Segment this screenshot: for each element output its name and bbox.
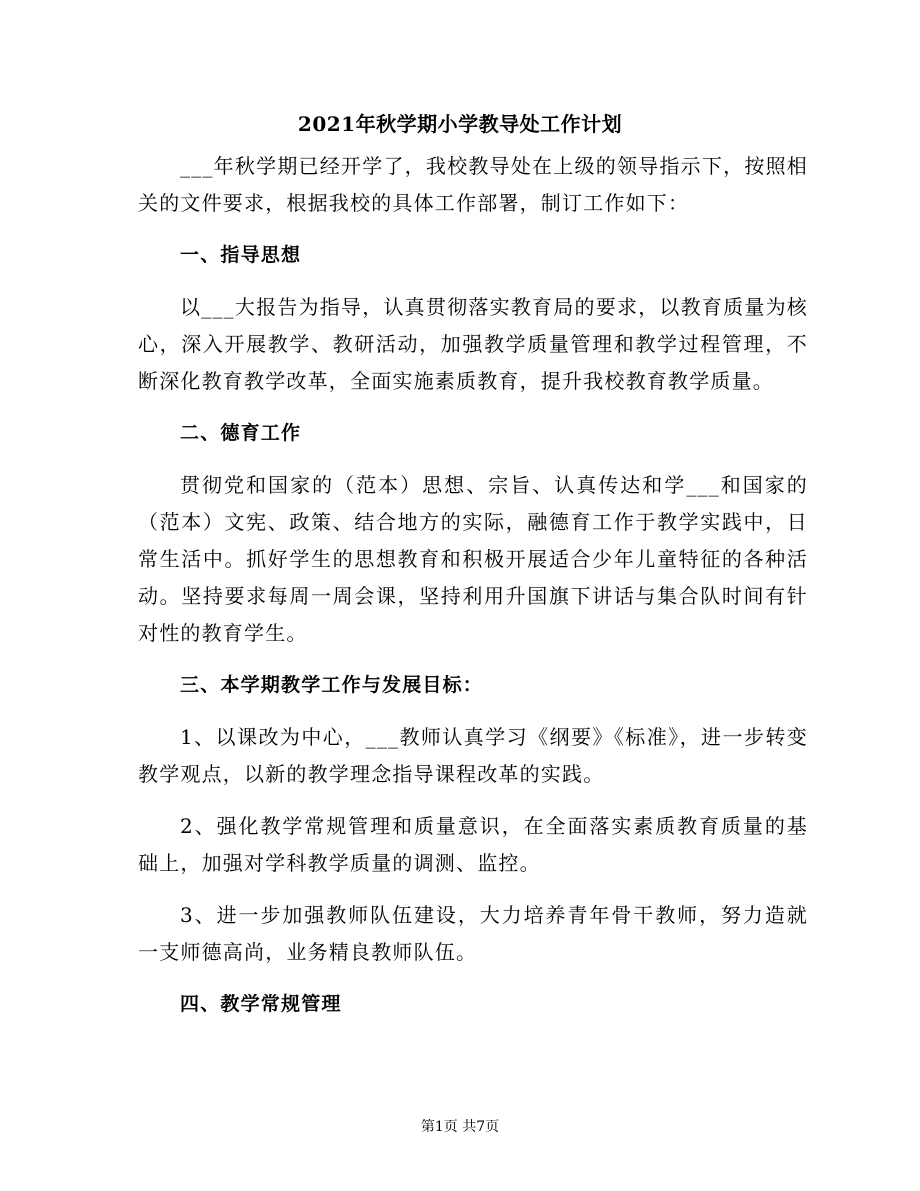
document-title: 2021年秋学期小学教导处工作计划 <box>297 112 623 136</box>
section-heading-goals: 三、本学期教学工作与发展目标： <box>180 674 484 696</box>
document-body <box>138 148 808 1038</box>
intro-paragraph: ___年秋学期已经开学了，我校教导处在上级的领导指示下，按照相关的文件要求，根据我校的具体工作部署，制订工作如下： <box>138 154 808 215</box>
goal-item-3: 3、进一步加强教师队伍建设，大力培养青年骨干教师，努力造就一支师德高尚，业务精良教师队伍。 <box>138 903 808 964</box>
section-heading-guiding-ideology: 一、指导思想 <box>180 244 302 266</box>
moral-education-paragraph: 贯彻党和国家的（范本）思想、宗旨、认真传达和学___和国家的（范本）文宪、政策、结合地方的实际，融德育工作于教学实践中，日常生活中。抓好学生的思想教育和积极开展适合少年儿童特征的各种活动。坚持要求每周一周会课，坚持利用升国旗下讲话与集合队时间有针对性的教育学生。 <box>138 473 808 645</box>
section-heading-moral-education: 二、德育工作 <box>180 422 302 444</box>
page-indicator: 第1页 共7页 <box>420 1119 500 1135</box>
goal-item-2: 2、强化教学常规管理和质量意识，在全面落实素质教育质量的基础上，加强对学科教学质量的调测、监控。 <box>138 814 808 875</box>
section-heading-routine-management: 四、教学常规管理 <box>180 993 342 1015</box>
guiding-ideology-paragraph: 以___大报告为指导，认真贯彻落实教育局的要求，以教育质量为核心，深入开展教学、教研活动，加强教学质量管理和教学过程管理，不断深化教育教学改革，全面实施素质教育，提升我校教育教学质量。 <box>138 295 808 393</box>
goal-item-1: 1、以课改为中心，___教师认真学习《纲要》《标准》，进一步转变教学观点，以新的教学理念指导课程改革的实践。 <box>138 725 808 786</box>
